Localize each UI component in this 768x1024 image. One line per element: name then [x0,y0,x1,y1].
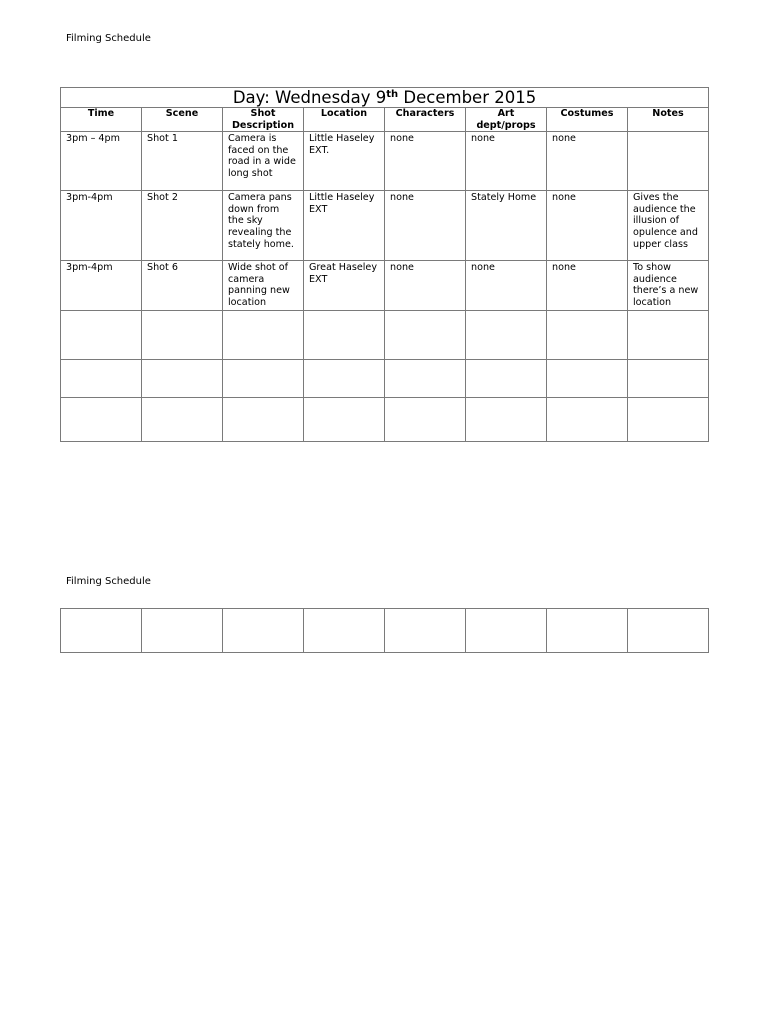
empty-cell [304,359,385,397]
empty-cell [385,609,466,653]
cell-scene: Shot 1 [142,132,223,191]
cell-costumes: none [547,261,628,310]
empty-cell [142,359,223,397]
empty-cell [385,359,466,397]
empty-cell [547,310,628,359]
empty-cell [628,310,709,359]
cell-notes: To show audience there’s a new location [628,261,709,310]
table-row [61,191,709,261]
empty-cell [61,310,142,359]
title-day-text: Day: Wednesday 9 [232,88,387,107]
column-header-location: Location [304,108,385,132]
empty-cell [466,359,547,397]
table-row [61,261,709,310]
empty-cell [223,397,304,441]
column-header-art-dept-props: Art dept/props [466,108,547,132]
empty-cell [142,609,223,653]
empty-cell [61,609,142,653]
filming-schedule-table [60,87,709,442]
cell-art-dept-props: Stately Home [466,191,547,261]
empty-table-row [61,310,709,359]
cell-notes: Gives the audience the illusion of opulence and upper class [628,191,709,261]
cell-time: 3pm-4pm [61,261,142,310]
empty-table-row [61,397,709,441]
empty-cell [466,310,547,359]
column-header-notes: Notes [628,108,709,132]
empty-cell [61,359,142,397]
empty-cell [223,609,304,653]
column-header-scene: Scene [142,108,223,132]
empty-cell [547,359,628,397]
empty-cell [61,397,142,441]
cell-notes [628,132,709,191]
empty-cell [466,609,547,653]
cell-art-dept-props: none [466,132,547,191]
empty-cell [223,359,304,397]
empty-cell [628,359,709,397]
cell-scene: Shot 2 [142,191,223,261]
empty-cell [628,609,709,653]
empty-cell [547,609,628,653]
column-header-characters: Characters [385,108,466,132]
empty-cell [223,310,304,359]
cell-scene: Shot 6 [142,261,223,310]
empty-table-row [61,609,709,653]
schedule-title [61,88,709,108]
empty-cell [547,397,628,441]
column-header-shot-description: Shot Description [223,108,304,132]
empty-cell [628,397,709,441]
cell-location: Great Haseley EXT [304,261,385,310]
empty-table-row [61,359,709,397]
empty-cell [466,397,547,441]
second-page-header-label: Filming Schedule [66,576,151,587]
page-header-label: Filming Schedule [66,33,151,44]
column-header-time: Time [61,108,142,132]
cell-characters: none [385,132,466,191]
cell-time: 3pm – 4pm [61,132,142,191]
empty-cell [304,609,385,653]
cell-shot-description: Camera is faced on the road in a wide long shot [223,132,304,191]
empty-cell [304,397,385,441]
table-row [61,132,709,191]
cell-art-dept-props: none [466,261,547,310]
empty-cell [304,310,385,359]
second-schedule-table [60,608,709,653]
column-header-costumes: Costumes [547,108,628,132]
title-row [61,88,709,108]
cell-shot-description: Camera pans down from the sky revealing the stately home. [223,191,304,261]
cell-location: Little Haseley EXT [304,191,385,261]
cell-time: 3pm-4pm [61,191,142,261]
empty-cell [142,310,223,359]
title-month-year-text: December 2015 [398,88,537,107]
title-ordinal-suffix: th [386,89,399,100]
empty-cell [385,310,466,359]
empty-cell [385,397,466,441]
cell-characters: none [385,191,466,261]
cell-shot-description: Wide shot of camera panning new location [223,261,304,310]
column-header-row [61,108,709,132]
cell-costumes: none [547,132,628,191]
cell-costumes: none [547,191,628,261]
cell-location: Little Haseley EXT. [304,132,385,191]
empty-cell [142,397,223,441]
cell-characters: none [385,261,466,310]
